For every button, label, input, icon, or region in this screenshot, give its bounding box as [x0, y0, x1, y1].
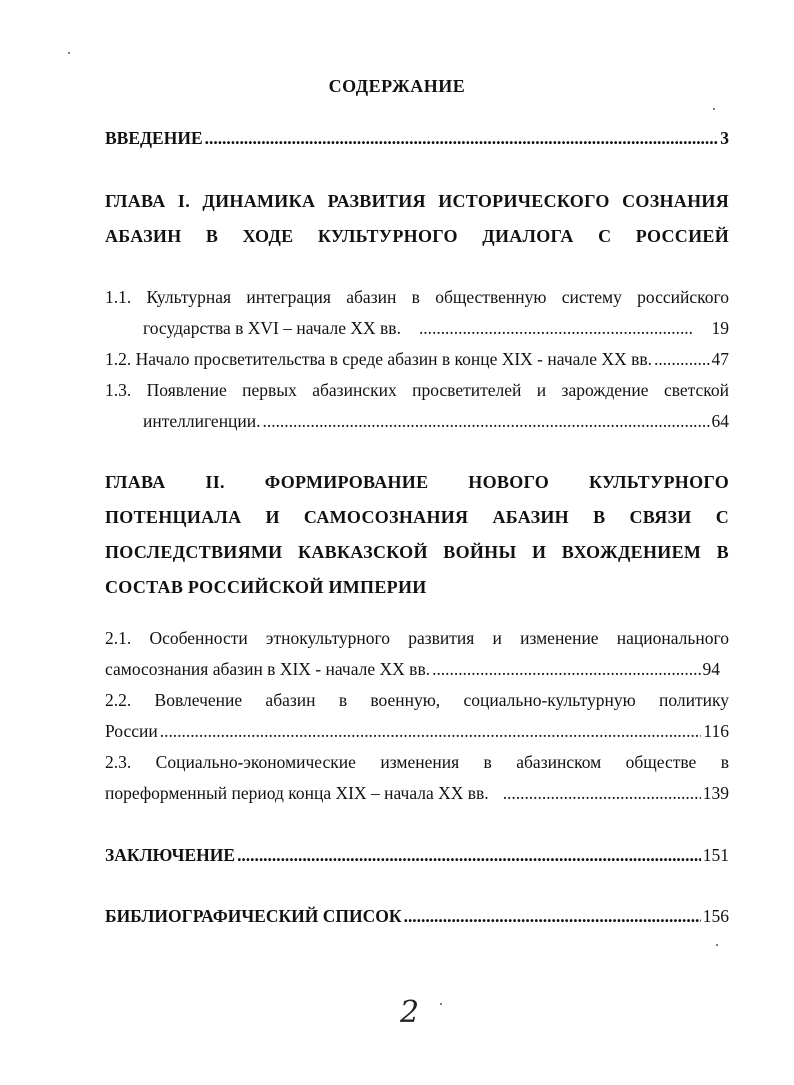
toc-leader-line	[105, 716, 729, 747]
toc-page-number: 139	[702, 783, 729, 803]
dot-leader	[654, 344, 710, 375]
scan-speck	[68, 52, 70, 54]
toc-entry-2-3[interactable]	[105, 747, 729, 809]
scan-speck	[716, 944, 718, 946]
dot-leader	[503, 778, 701, 809]
toc-section-text: государства в XVI – начале XX вв.	[143, 318, 401, 338]
toc-entry-1-3[interactable]	[105, 375, 729, 437]
chapter-1-heading[interactable]	[105, 184, 729, 254]
toc-page-number: 151	[702, 845, 729, 865]
toc-page-number: 116	[703, 721, 729, 741]
toc-section-text: 2.2. Вовлечение абазин в военную, социально-культурную политику	[105, 690, 729, 710]
dot-leader	[432, 654, 700, 685]
toc-entry-1-1[interactable]	[105, 282, 729, 344]
toc-section-text: 2.1. Особенности этнокультурного развития и изменение национального	[105, 628, 729, 648]
handwritten-page-number: 2	[400, 995, 420, 1030]
chapter-2-heading[interactable]	[105, 465, 729, 605]
toc-leader-line	[105, 313, 729, 344]
toc-page-number: 3	[720, 128, 729, 148]
dot-leader	[160, 716, 702, 747]
toc-section-text: интеллигенции.	[143, 411, 261, 431]
toc-page-number: 19	[711, 318, 729, 338]
scan-speck	[713, 108, 715, 110]
toc-leader-line	[105, 778, 729, 809]
toc-entry-2-1[interactable]	[105, 623, 729, 685]
chapter-heading-line: ГЛАВА II. ФОРМИРОВАНИЕ НОВОГО КУЛЬТУРНОГО	[105, 472, 729, 492]
toc-section-text: России	[105, 721, 158, 741]
toc-entry-conclusion[interactable]	[105, 840, 729, 871]
scan-speck	[440, 1003, 442, 1005]
toc-section-text: 1.2. Начало просветительства в среде абазин в конце XIX - начале XX вв.	[105, 349, 652, 369]
toc-entry-bibliography[interactable]	[105, 901, 729, 932]
toc-section-text: пореформенный период конца XIX – начала XX вв.	[105, 783, 489, 803]
toc-page-number: 64	[711, 411, 729, 431]
toc-label: ВВЕДЕНИЕ	[105, 128, 203, 148]
dot-leader	[419, 313, 694, 344]
dot-leader	[237, 840, 701, 871]
page-title: СОДЕРЖАНИЕ	[328, 76, 466, 96]
dot-leader	[205, 123, 719, 154]
chapter-heading-line: ГЛАВА I. ДИНАМИКА РАЗВИТИЯ ИСТОРИЧЕСКОГО СОЗНАНИЯ	[105, 191, 729, 211]
chapter-heading-line: АБАЗИН В ХОДЕ КУЛЬТУРНОГО ДИАЛОГА С РОССИЕЙ	[105, 226, 729, 246]
toc-entry-introduction[interactable]	[105, 123, 729, 154]
toc-entry-2-2[interactable]	[105, 685, 729, 747]
toc-section-text: 2.3. Социально-экономические изменения в абазинском обществе в	[105, 752, 729, 772]
chapter-heading-line: СОСТАВ РОССИЙСКОЙ ИМПЕРИИ	[105, 577, 427, 597]
chapter-heading-line: ПОТЕНЦИАЛА И САМОСОЗНАНИЯ АБАЗИН В СВЯЗИ С	[105, 507, 729, 527]
dot-leader	[263, 406, 710, 437]
toc-page-number: 156	[702, 906, 729, 926]
toc-leader-line	[105, 654, 720, 685]
toc-section-text: 1.1. Культурная интеграция абазин в общественную систему российского	[105, 287, 729, 307]
chapter-heading-line: ПОСЛЕДСТВИЯМИ КАВКАЗСКОЙ ВОЙНЫ И ВХОЖДЕНИЕМ В	[105, 542, 729, 562]
dot-leader	[404, 901, 701, 932]
toc-label: БИБЛИОГРАФИЧЕСКИЙ СПИСОК	[105, 906, 402, 926]
toc-page-number: 47	[711, 349, 729, 369]
toc-section-text: 1.3. Появление первых абазинских просветителей и зарождение светской	[105, 380, 729, 400]
toc-section-text: самосознания абазин в XIX - начале XX вв.	[105, 659, 431, 679]
toc-page-number: 94	[702, 659, 720, 679]
toc-entry-1-2[interactable]	[105, 344, 729, 375]
toc-label: ЗАКЛЮЧЕНИЕ	[105, 845, 236, 865]
toc-leader-line	[105, 406, 729, 437]
